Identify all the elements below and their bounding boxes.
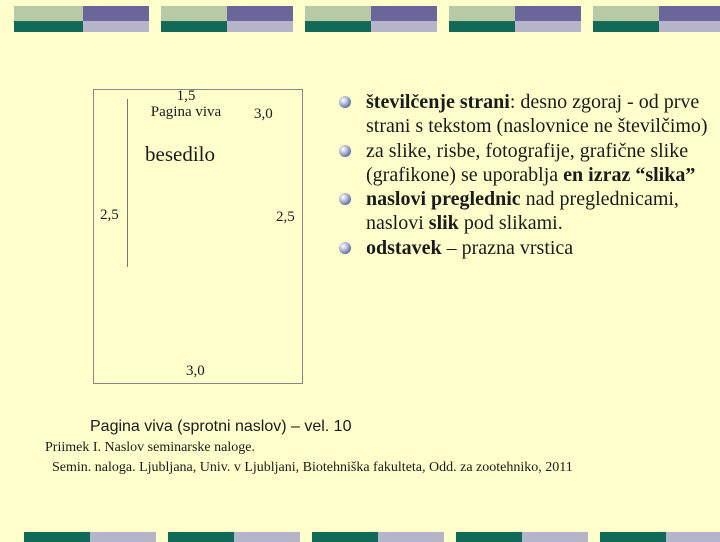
- band-tile: [168, 532, 234, 542]
- bold-text: “slika”: [635, 163, 696, 186]
- band-tile: [24, 532, 90, 542]
- band-tile: [593, 6, 659, 32]
- band-tile: [234, 532, 300, 542]
- band-tile: [456, 532, 522, 542]
- bold-text: en izraz: [563, 163, 631, 186]
- band-tile: [14, 6, 83, 32]
- bold-text: naslovi preglednic: [366, 188, 521, 211]
- band-tile: [83, 6, 149, 32]
- band-tile: [371, 6, 437, 32]
- bottom-margin-value: 3,0: [186, 363, 205, 379]
- page-layout-frame: [93, 89, 303, 384]
- band-tile: [600, 532, 666, 542]
- bullet-list: [338, 90, 718, 260]
- bullet-icon: [339, 193, 351, 205]
- band-tile: [227, 6, 293, 32]
- caption-text: Pagina viva (sprotni naslov) – vel. 10: [90, 418, 352, 435]
- item-text: pod slikami.: [458, 212, 563, 235]
- bullet-icon: [339, 96, 351, 108]
- inner-right-value: 2,5: [276, 209, 295, 225]
- body-text-label: besedilo: [145, 142, 215, 166]
- bullet-icon: [339, 242, 351, 254]
- left-margin-value: 2,5: [100, 207, 119, 223]
- band-tile: [161, 6, 227, 32]
- band-tile: [305, 6, 371, 32]
- list-item: [338, 139, 718, 188]
- reference-line-1: Priimek I. Naslov seminarske naloge.: [45, 440, 255, 455]
- band-tile: [515, 6, 581, 32]
- list-item: [338, 187, 718, 236]
- header-margin-label: [138, 88, 234, 120]
- band-tile: [312, 532, 378, 542]
- item-text: za slike, risbe, fotografije, grafične slike (grafikone) se uporablja: [366, 139, 689, 186]
- top-decorative-band: [14, 6, 720, 32]
- item-text: : desno zgoraj - od prve strani s tekstom (naslovnice ne številčimo): [366, 91, 708, 138]
- list-item: [338, 236, 718, 260]
- right-margin-value: 3,0: [254, 106, 273, 122]
- list-item: [338, 90, 718, 139]
- bullet-icon: [339, 145, 351, 157]
- item-text: – prazna vrstica: [441, 236, 574, 259]
- bold-text: slik: [428, 212, 459, 235]
- top-margin-value: 1,5: [176, 88, 196, 104]
- band-tile: [90, 532, 156, 542]
- band-tile: [522, 532, 588, 542]
- left-margin-line: [127, 99, 128, 267]
- band-tile: [666, 532, 720, 542]
- band-tile: [659, 6, 720, 32]
- pagina-viva-label: Pagina viva: [150, 104, 222, 120]
- bold-text: odstavek: [366, 236, 442, 259]
- bottom-decorative-band: [14, 532, 720, 542]
- band-tile: [378, 532, 444, 542]
- reference-line-2: Semin. naloga. Ljubljana, Univ. v Ljubljani, Biotehniška fakulteta, Odd. za zootehniko, 2011: [52, 460, 573, 475]
- band-tile: [449, 6, 515, 32]
- item-text: nad preglednicami, naslovi: [366, 188, 679, 235]
- bold-text: številčenje strani: [366, 91, 510, 113]
